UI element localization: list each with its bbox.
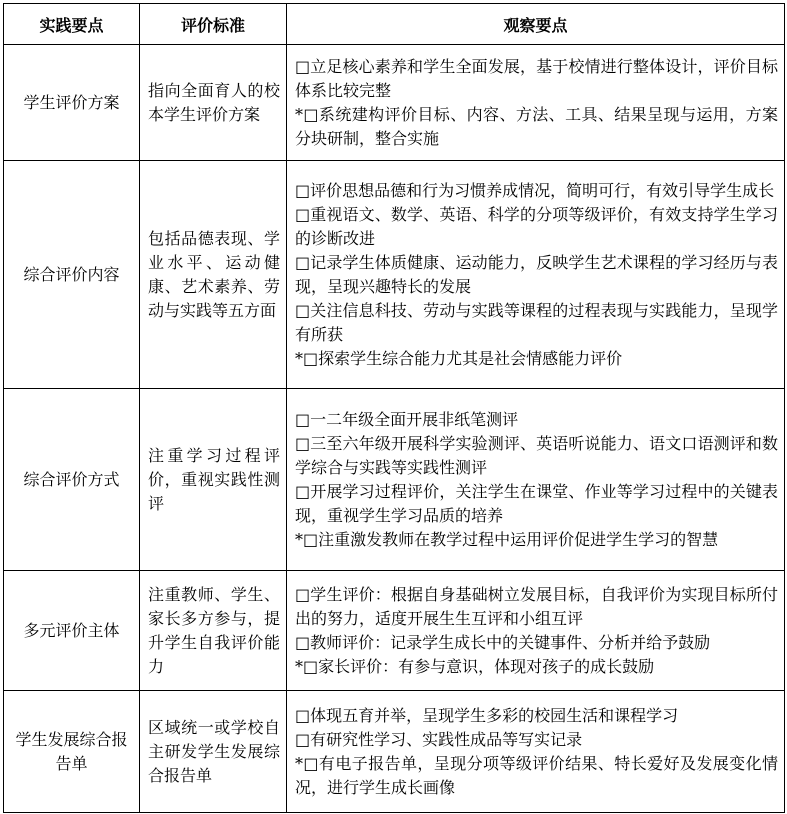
observation-item: *□注重激发教师在教学过程中运用评价促进学生学习的智慧 (295, 529, 719, 549)
practice-point-cell: 学生评价方案 (4, 45, 140, 161)
observation-item: □一二年级全面开展非纸笔测评 (295, 409, 519, 429)
evaluation-standard-cell: 包括品德表现、学业水平、运动健康、艺术素养、劳动与实践等五方面 (140, 161, 287, 389)
observation-item: *□家长评价：有参与意识，体现对孩子的成长鼓励 (295, 656, 655, 676)
observation-cell (287, 389, 785, 571)
evaluation-standard-cell: 注重学习过程评价，重视实践性测评 (140, 389, 287, 571)
observation-item: □有研究性学习、实践性成品等写实记录 (295, 729, 583, 749)
observation-item: □开展学习过程评价，关注学生在课堂、作业等学习过程中的关键表现，重视学生学习品质的培养 (295, 481, 778, 525)
table-row (4, 45, 785, 161)
evaluation-table (3, 3, 785, 813)
observation-item: □关注信息科技、劳动与实践等课程的过程表现与实践能力，呈现学有所获 (295, 300, 778, 344)
practice-point-cell: 多元评价主体 (4, 571, 140, 691)
table-row (4, 691, 785, 813)
observation-item: □学生评价：根据自身基础树立发展目标，自我评价为实现目标所付出的努力，适度开展生生互评和小组互评 (295, 584, 778, 628)
evaluation-standard-cell: 注重教师、学生、家长多方参与，提升学生自我评价能力 (140, 571, 287, 691)
observation-item: *□系统建构评价目标、内容、方法、工具、结果呈现与运用，方案分块研制，整合实施 (295, 104, 778, 148)
observation-item: □记录学生体质健康、运动能力，反映学生艺术课程的学习经历与表现，呈现兴趣特长的发展 (295, 252, 778, 296)
practice-point-cell: 学生发展综合报告单 (4, 691, 140, 813)
observation-cell (287, 691, 785, 813)
observation-item: □教师评价：记录学生成长中的关键事件、分析并给予鼓励 (295, 632, 711, 652)
header-practice-point: 实践要点 (4, 4, 140, 45)
observation-item: *□有电子报告单，呈现分项等级评价结果、特长爱好及发展变化情况，进行学生成长画像 (295, 753, 778, 797)
header-evaluation-standard: 评价标准 (140, 4, 287, 45)
table-row (4, 389, 785, 571)
practice-point-cell: 综合评价内容 (4, 161, 140, 389)
evaluation-standard-cell: 指向全面育人的校本学生评价方案 (140, 45, 287, 161)
observation-item: □重视语文、数学、英语、科学的分项等级评价，有效支持学生学习的诊断改进 (295, 204, 778, 248)
table-row (4, 571, 785, 691)
table-row (4, 161, 785, 389)
evaluation-standard-cell: 区域统一或学校自主研发学生发展综合报告单 (140, 691, 287, 813)
practice-point-cell: 综合评价方式 (4, 389, 140, 571)
observation-cell (287, 45, 785, 161)
observation-item: □三至六年级开展科学实验测评、英语听说能力、语文口语测评和数学综合与实践等实践性测评 (295, 433, 778, 477)
observation-item: □体现五育并举，呈现学生多彩的校园生活和课程学习 (295, 705, 679, 725)
header-observation-point: 观察要点 (287, 4, 785, 45)
observation-item: □评价思想品德和行为习惯养成情况，简明可行，有效引导学生成长 (295, 180, 775, 200)
header-row (4, 4, 785, 45)
observation-item: □立足核心素养和学生全面发展，基于校情进行整体设计，评价目标体系比较完整 (295, 56, 778, 100)
observation-item: *□探索学生综合能力尤其是社会情感能力评价 (295, 348, 623, 368)
observation-cell (287, 571, 785, 691)
observation-cell (287, 161, 785, 389)
